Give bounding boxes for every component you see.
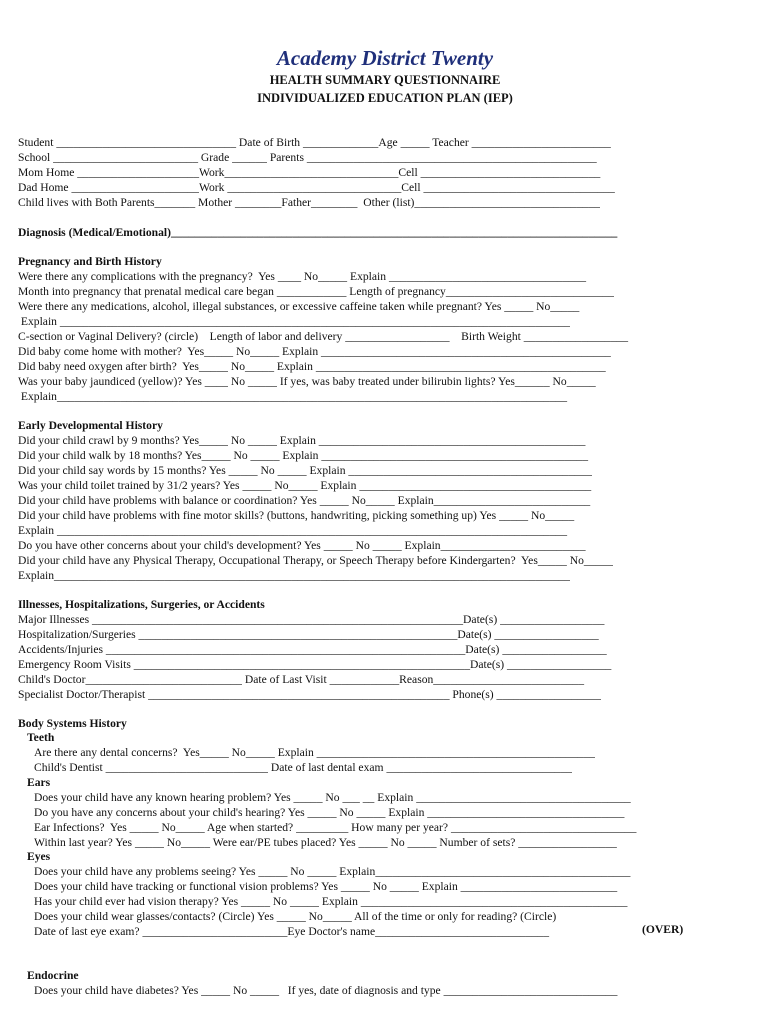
illnesses-line[interactable]: Emergency Room Visits __________________________________________________________Date(s) __________________ — [18, 658, 612, 671]
dad-line[interactable]: Dad Home ______________________Work ______________________________Cell _________________________________ — [18, 181, 615, 194]
eyes-line[interactable]: Does your child have any problems seeing? Yes _____ No _____ Explain____________________________________________ — [34, 865, 631, 878]
pregnancy-line[interactable]: Explain________________________________________________________________________________________ — [18, 390, 568, 403]
ears-heading: Ears — [27, 776, 51, 789]
district-title: Academy District Twenty — [276, 46, 494, 70]
pregnancy-line[interactable]: Were there any medications, alcohol, illegal substances, or excessive caffeine taken while pregnant? Yes _____ No_____ — [18, 300, 580, 313]
teeth-heading: Teeth — [27, 731, 55, 744]
pregnancy-heading: Pregnancy and Birth History — [18, 255, 162, 268]
endocrine-heading: Endocrine — [27, 969, 79, 982]
teeth-line[interactable]: Child's Dentist ____________________________ Date of last dental exam ________________________________ — [34, 761, 572, 774]
developmental-heading: Early Developmental History — [18, 419, 163, 432]
pregnancy-line[interactable]: Explain ________________________________________________________________________________________ — [18, 315, 570, 328]
developmental-line[interactable]: Did your child have any Physical Therapy, Occupational Therapy, or Speech Therapy before Kindergarten? Yes_____ No_____ — [18, 554, 613, 567]
illnesses-line[interactable]: Hospitalization/Surgeries _______________________________________________________Date(s) __________________ — [18, 628, 599, 641]
developmental-line[interactable]: Explain_________________________________________________________________________________________ — [18, 569, 570, 582]
student-line[interactable]: Student _______________________________ Date of Birth _____________Age _____ Teacher ________________________ — [18, 136, 611, 149]
ears-line[interactable]: Within last year? Yes _____ No_____ Were ear/PE tubes placed? Yes _____ No _____ Number of sets? _________________ — [34, 836, 617, 849]
lives-with-line[interactable]: Child lives with Both Parents_______ Mother ________Father________ Other (list)________________________________ — [18, 196, 600, 209]
pregnancy-line[interactable]: Did baby come home with mother? Yes_____ No_____ Explain __________________________________________________ — [18, 345, 611, 358]
eyes-line[interactable]: Does your child wear glasses/contacts? (Circle) Yes _____ No_____ All of the time or only for reading? (Circle) — [34, 910, 557, 923]
mom-line[interactable]: Mom Home _____________________Work______________________________Cell _______________________________ — [18, 166, 601, 179]
ears-line[interactable]: Do you have any concerns about your child's hearing? Yes _____ No _____ Explain __________________________________ — [34, 806, 625, 819]
pregnancy-line[interactable]: Was your baby jaundiced (yellow)? Yes ____ No _____ If yes, was baby treated under bilirubin lights? Yes______ No_____ — [18, 375, 596, 388]
eyes-line[interactable]: Does your child have tracking or functional vision problems? Yes _____ No _____ Explain ___________________________ — [34, 880, 618, 893]
developmental-line[interactable]: Did your child have problems with fine motor skills? (buttons, handwriting, picking something up) Yes _____ No_____ — [18, 509, 575, 522]
illnesses-line[interactable]: Accidents/Injuries ______________________________________________________________Date(s) __________________ — [18, 643, 607, 656]
eyes-line[interactable]: Has your child ever had vision therapy? Yes _____ No _____ Explain ______________________________________________ — [34, 895, 628, 908]
developmental-line[interactable]: Do you have other concerns about your child's development? Yes _____ No _____ Explain_________________________ — [18, 539, 586, 552]
eyes-heading: Eyes — [27, 850, 51, 863]
developmental-line[interactable]: Explain ________________________________________________________________________________________ — [18, 524, 568, 537]
developmental-line[interactable]: Did your child walk by 18 months? Yes_____ No _____ Explain ______________________________________________ — [18, 449, 589, 462]
diagnosis-line[interactable]: Diagnosis (Medical/Emotional)_____________________________________________________________________________ — [18, 226, 618, 239]
developmental-line[interactable]: Was your child toilet trained by 31/2 years? Yes _____ No_____ Explain ________________________________________ — [18, 479, 592, 492]
endocrine-line[interactable]: Does your child have diabetes? Yes _____ No _____ If yes, date of diagnosis and type ______________________________ — [34, 984, 618, 997]
form-subtitle: INDIVIDUALIZED EDUCATION PLAN (IEP) — [257, 91, 513, 105]
pregnancy-line[interactable]: Were there any complications with the pregnancy? Yes ____ No_____ Explain __________________________________ — [18, 270, 587, 283]
developmental-line[interactable]: Did your child have problems with balance or coordination? Yes _____ No_____ Explain___________________________ — [18, 494, 591, 507]
illnesses-line[interactable]: Child's Doctor___________________________ Date of Last Visit ____________Reason__________________________ — [18, 673, 585, 686]
over-label: (OVER) — [642, 923, 684, 936]
teeth-line[interactable]: Are there any dental concerns? Yes_____ No_____ Explain ________________________________________________ — [34, 746, 595, 759]
developmental-line[interactable]: Did your child crawl by 9 months? Yes_____ No _____ Explain ______________________________________________ — [18, 434, 586, 447]
school-line[interactable]: School _________________________ Grade ______ Parents __________________________________________________ — [18, 151, 597, 164]
ears-line[interactable]: Ear Infections? Yes _____ No_____ Age when started? _________ How many per year? ________________________________ — [34, 821, 637, 834]
body-systems-heading: Body Systems History — [18, 717, 127, 730]
pregnancy-line[interactable]: C-section or Vaginal Delivery? (circle) Length of labor and delivery __________________ Birth Weight __________________ — [18, 330, 629, 343]
illnesses-heading: Illnesses, Hospitalizations, Surgeries, or Accidents — [18, 598, 265, 611]
developmental-line[interactable]: Did your child say words by 15 months? Yes _____ No _____ Explain __________________________________________ — [18, 464, 592, 477]
pregnancy-line[interactable]: Did baby need oxygen after birth? Yes_____ No_____ Explain __________________________________________________ — [18, 360, 606, 373]
pregnancy-line[interactable]: Month into pregnancy that prenatal medical care began ____________ Length of pregnancy_____________________________ — [18, 285, 614, 298]
ears-line[interactable]: Does your child have any known hearing problem? Yes _____ No ___ __ Explain _____________________________________ — [34, 791, 631, 804]
illnesses-line[interactable]: Specialist Doctor/Therapist ____________________________________________________ Phone(s) __________________ — [18, 688, 601, 701]
illnesses-line[interactable]: Major Illnesses ________________________________________________________________Date(s) __________________ — [18, 613, 605, 626]
form-title: HEALTH SUMMARY QUESTIONNAIRE — [269, 73, 501, 87]
eyes-line[interactable]: Date of last eye exam? _________________________Eye Doctor's name______________________________ — [34, 925, 550, 938]
